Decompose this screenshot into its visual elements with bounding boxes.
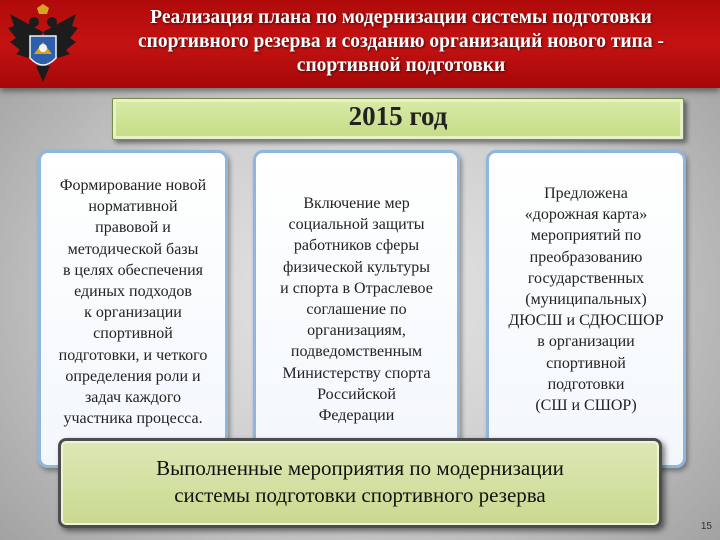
column-line: Формирование новой — [59, 177, 207, 194]
page-number: 15 — [700, 521, 712, 532]
column-line: Министерству спорта — [282, 364, 431, 382]
result-banner — [58, 438, 662, 528]
column-line: ДЮСШ и СДЮСШОР — [508, 312, 664, 330]
column-line: правовой и — [95, 219, 171, 237]
column-line: определения роли и — [65, 367, 201, 385]
column-line: Включение мер — [303, 195, 410, 212]
column-line: преобразованию — [529, 248, 643, 266]
column-normative-base — [38, 150, 228, 468]
year-banner — [112, 98, 684, 140]
column-line: организациям, — [307, 322, 406, 340]
column-line: социальной защиты — [288, 216, 425, 234]
year-label: 2015 год — [348, 101, 448, 131]
column-line: «дорожная карта» — [524, 206, 648, 224]
column-line: нормативной — [88, 198, 178, 216]
column-road-map — [486, 150, 686, 468]
column-line: Предложена — [544, 185, 628, 202]
result-line: системы подготовки спортивного резерва — [174, 483, 546, 507]
column-line: к организации — [84, 304, 182, 322]
column-line: работников сферы — [293, 237, 420, 255]
column-line: единых подходов — [74, 283, 192, 301]
header-banner — [0, 0, 720, 88]
column-line: (СШ и СШОР) — [535, 397, 637, 415]
column-line: физической культуры — [282, 258, 431, 276]
column-line: Федерации — [318, 407, 395, 425]
column-line: (муниципальных) — [525, 291, 647, 309]
column-line: Российской — [317, 385, 396, 403]
column-social-protection — [253, 150, 460, 468]
title-line: Реализация плана по модернизации системы подготовки — [150, 7, 652, 28]
column-line: подведомственным — [290, 343, 423, 361]
title-line: спортивной подготовки — [296, 55, 506, 76]
column-line: методической базы — [67, 240, 199, 258]
double-headed-eagle-emblem-icon — [4, 2, 82, 86]
column-line: и спорта в Отраслевое — [280, 279, 433, 297]
column-line: государственных — [527, 269, 645, 287]
column-line: в целях обеспечения — [63, 261, 203, 279]
column-line: мероприятий по — [530, 227, 642, 245]
column-line: подготовки, и четкого — [58, 346, 208, 364]
page-title — [88, 6, 714, 78]
result-line: Выполненные мероприятия по модернизации — [156, 456, 564, 480]
column-line: соглашение по — [306, 301, 407, 319]
column-line: участника процесса. — [63, 410, 203, 428]
title-line: спортивного резерва и созданию организаций нового типа - — [137, 31, 665, 52]
column-line: подготовки — [547, 375, 625, 393]
column-line: спортивной — [93, 325, 173, 343]
column-line: в организации — [537, 333, 635, 351]
column-line: задач каждого — [84, 389, 182, 407]
column-line: спортивной — [546, 354, 626, 372]
